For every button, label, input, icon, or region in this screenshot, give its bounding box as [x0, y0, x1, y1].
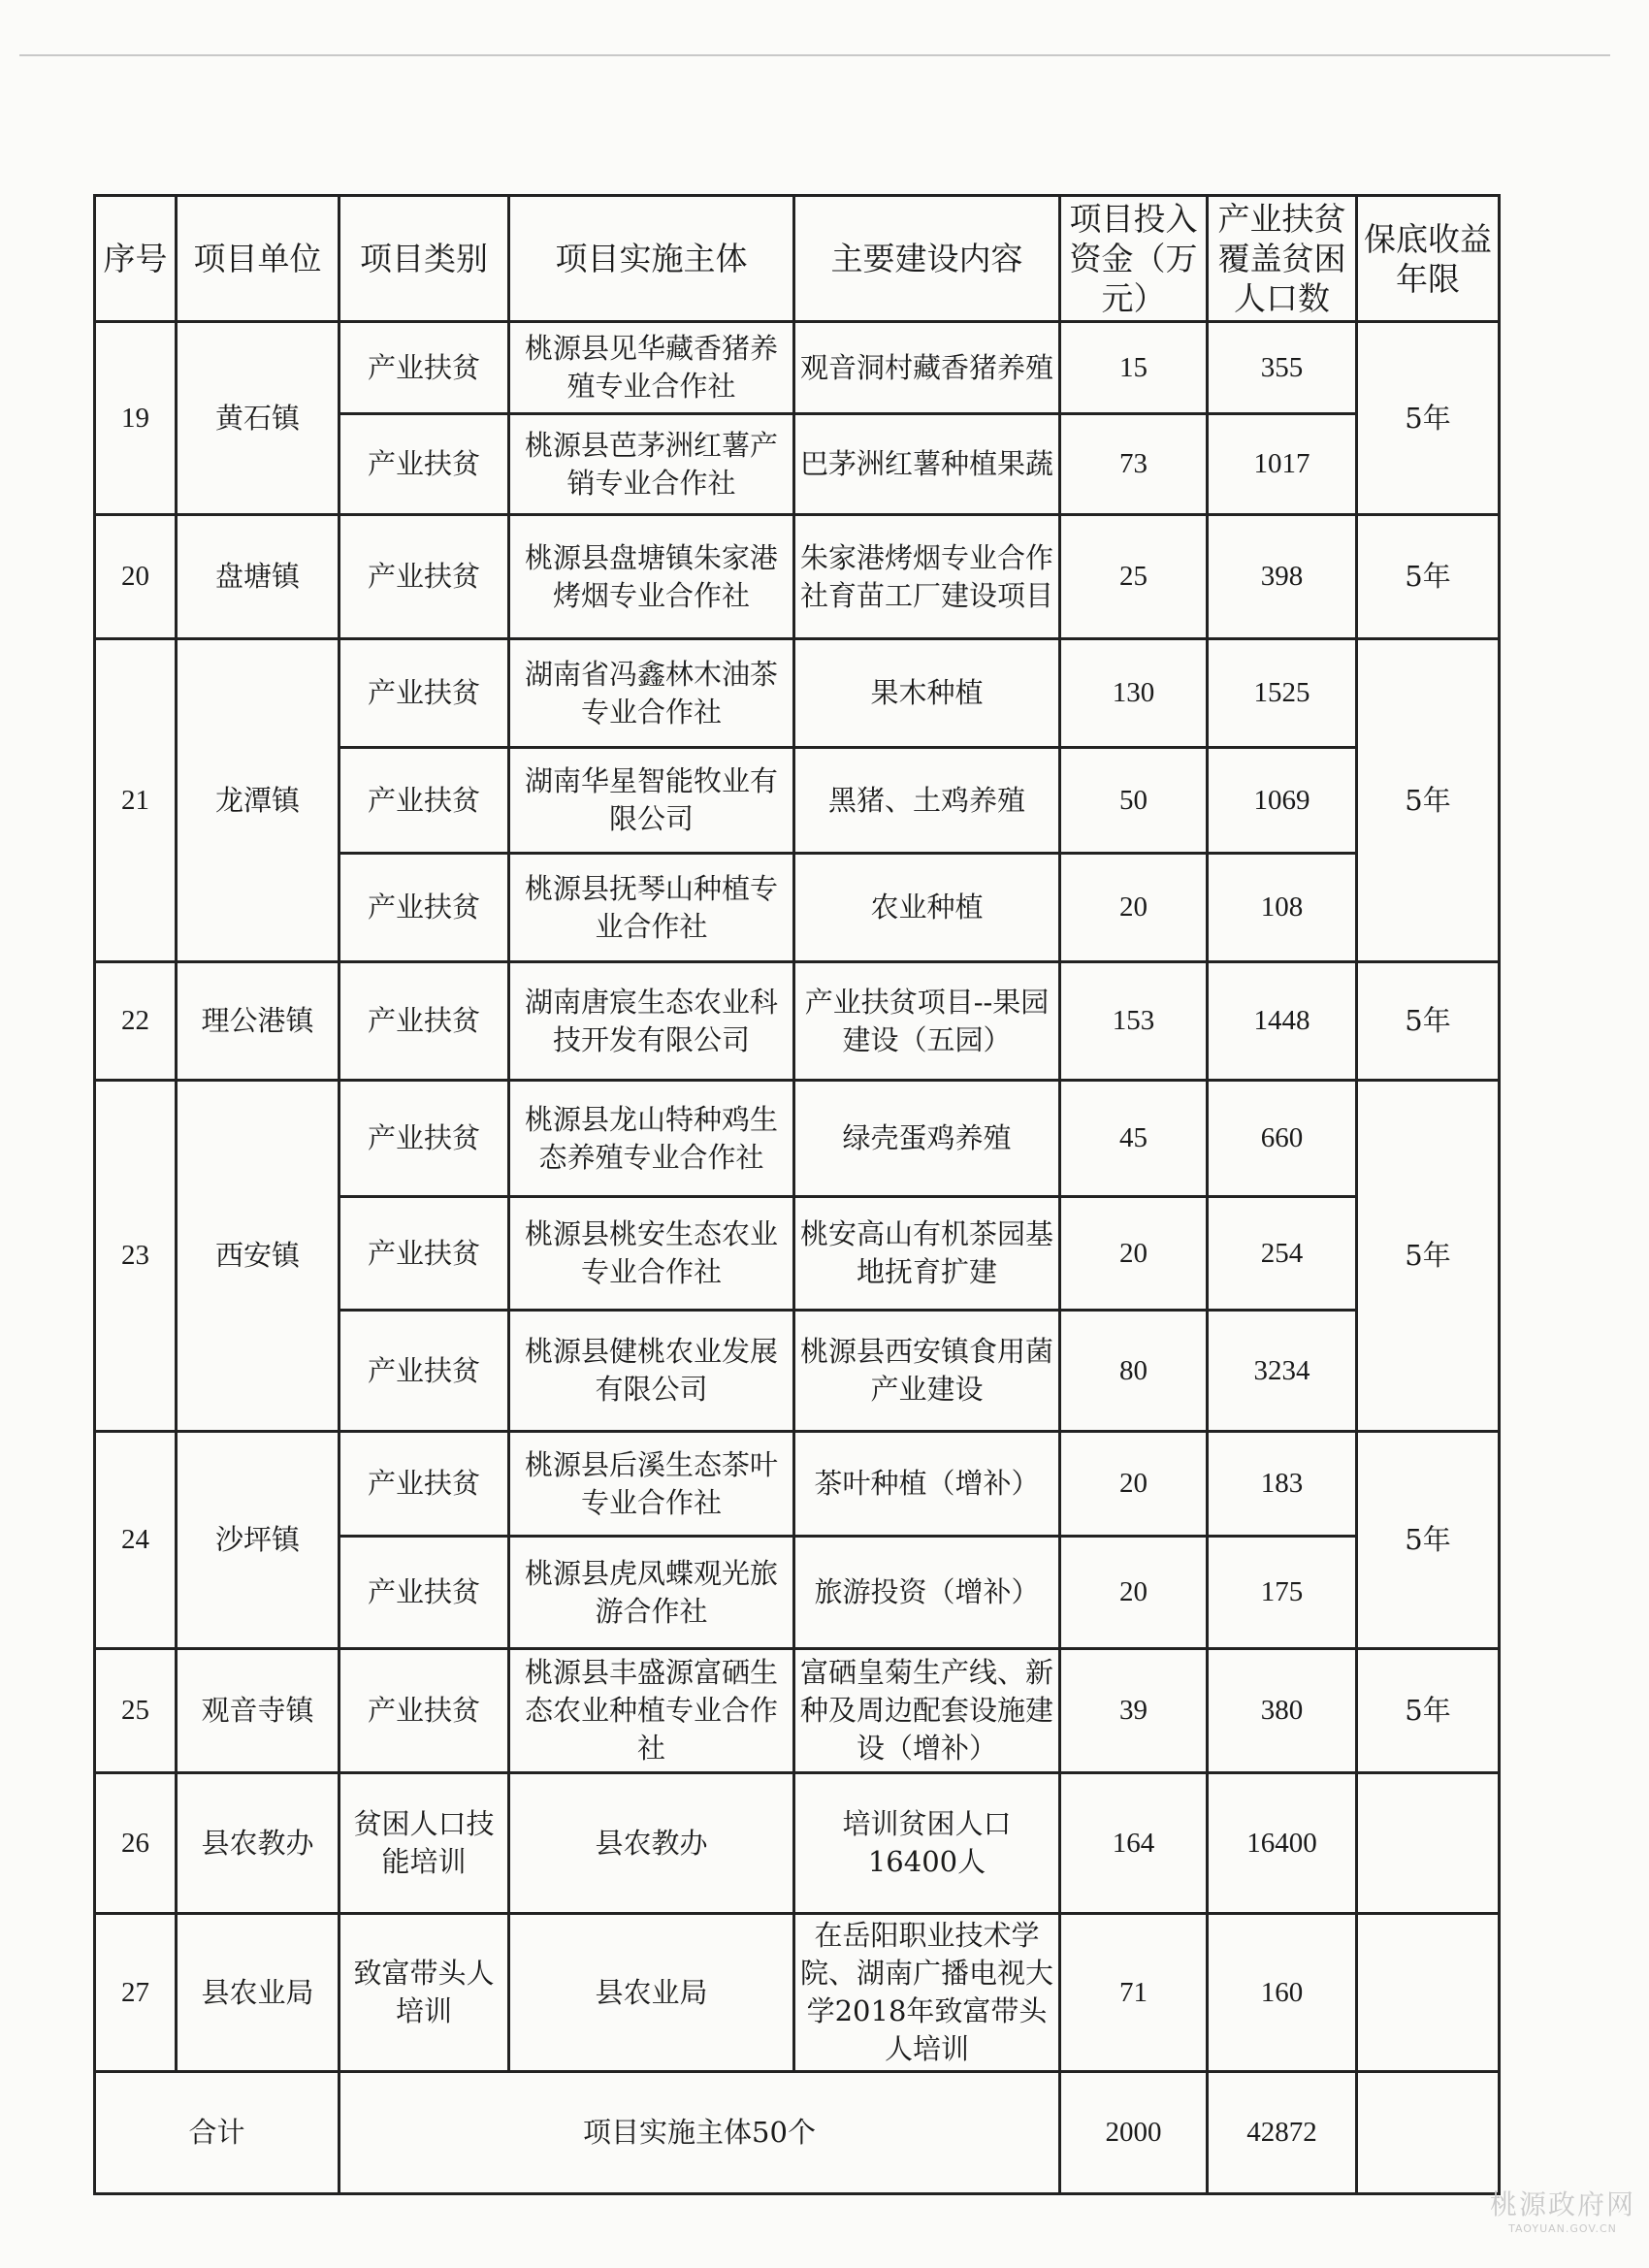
cell-entity: 桃源县盘塘镇朱家港烤烟专业合作社	[509, 515, 794, 639]
cell-seq: 24	[95, 1432, 177, 1649]
cell-years: 5年	[1357, 962, 1500, 1081]
cell-category: 产业扶贫	[340, 962, 509, 1081]
cell-coverage: 398	[1208, 515, 1357, 639]
cell-coverage: 1017	[1208, 414, 1357, 515]
cell-entity: 桃源县丰盛源富硒生态农业种植专业合作社	[509, 1649, 794, 1773]
header-unit: 项目单位	[177, 196, 340, 322]
header-funds: 项目投入资金（万元）	[1060, 196, 1208, 322]
cell-seq: 25	[95, 1649, 177, 1773]
cell-funds: 20	[1060, 1537, 1208, 1649]
cell-content: 在岳阳职业技术学院、湖南广播电视大学2018年致富带头人培训	[794, 1914, 1060, 2072]
table-row	[95, 962, 1500, 1081]
total-funds: 2000	[1060, 2072, 1208, 2194]
cell-category: 产业扶贫	[340, 1081, 509, 1197]
cell-entity: 湖南省冯鑫林木油茶专业合作社	[509, 639, 794, 748]
cell-coverage: 3234	[1208, 1311, 1357, 1432]
cell-content: 绿壳蛋鸡养殖	[794, 1081, 1060, 1197]
site-watermark	[1490, 2184, 1635, 2235]
scan-edge-line	[19, 54, 1610, 56]
cell-coverage: 175	[1208, 1537, 1357, 1649]
cell-entity: 湖南唐宸生态农业科技开发有限公司	[509, 962, 794, 1081]
cell-funds: 153	[1060, 962, 1208, 1081]
table-row	[95, 639, 1500, 748]
header-years: 保底收益年限	[1357, 196, 1500, 322]
cell-unit: 西安镇	[177, 1081, 340, 1432]
cell-funds: 20	[1060, 854, 1208, 962]
cell-content: 产业扶贫项目--果园建设（五园）	[794, 962, 1060, 1081]
cell-content: 黑猪、土鸡养殖	[794, 748, 1060, 854]
cell-funds: 20	[1060, 1197, 1208, 1311]
cell-funds: 39	[1060, 1649, 1208, 1773]
table-row	[95, 1649, 1500, 1773]
cell-entity: 桃源县桃安生态农业专业合作社	[509, 1197, 794, 1311]
cell-seq: 19	[95, 322, 177, 515]
cell-coverage: 183	[1208, 1432, 1357, 1537]
cell-years: 5年	[1357, 1649, 1500, 1773]
cell-entity: 桃源县虎凤蝶观光旅游合作社	[509, 1537, 794, 1649]
cell-category: 产业扶贫	[340, 414, 509, 515]
cell-content: 培训贫困人口16400人	[794, 1773, 1060, 1914]
cell-unit: 观音寺镇	[177, 1649, 340, 1773]
header-content: 主要建设内容	[794, 196, 1060, 322]
cell-category: 产业扶贫	[340, 748, 509, 854]
cell-entity: 县农业局	[509, 1914, 794, 2072]
watermark-title: 桃源政府网	[1489, 2188, 1635, 2220]
cell-years: 5年	[1357, 639, 1500, 962]
project-table	[93, 194, 1501, 2195]
cell-funds: 130	[1060, 639, 1208, 748]
cell-coverage: 1448	[1208, 962, 1357, 1081]
cell-years	[1357, 1773, 1500, 1914]
cell-unit: 龙潭镇	[177, 639, 340, 962]
table-row	[95, 1081, 1500, 1197]
header-entity: 项目实施主体	[509, 196, 794, 322]
cell-entity: 桃源县抚琴山种植专业合作社	[509, 854, 794, 962]
header-seq: 序号	[95, 196, 177, 322]
cell-seq: 27	[95, 1914, 177, 2072]
cell-funds: 45	[1060, 1081, 1208, 1197]
cell-seq: 26	[95, 1773, 177, 1914]
cell-funds: 20	[1060, 1432, 1208, 1537]
cell-content: 巴茅洲红薯种植果蔬	[794, 414, 1060, 515]
total-label: 合计	[95, 2072, 340, 2194]
cell-category: 产业扶贫	[340, 854, 509, 962]
cell-funds: 164	[1060, 1773, 1208, 1914]
cell-category: 贫困人口技能培训	[340, 1773, 509, 1914]
cell-coverage: 1069	[1208, 748, 1357, 854]
cell-unit: 县农业局	[177, 1914, 340, 2072]
cell-coverage: 254	[1208, 1197, 1357, 1311]
cell-content: 桃源县西安镇食用菌产业建设	[794, 1311, 1060, 1432]
cell-coverage: 380	[1208, 1649, 1357, 1773]
cell-funds: 80	[1060, 1311, 1208, 1432]
cell-content: 旅游投资（增补）	[794, 1537, 1060, 1649]
table-row	[95, 1432, 1500, 1537]
cell-content: 朱家港烤烟专业合作社育苗工厂建设项目	[794, 515, 1060, 639]
cell-content: 果木种植	[794, 639, 1060, 748]
cell-years: 5年	[1357, 322, 1500, 515]
cell-coverage: 355	[1208, 322, 1357, 414]
cell-funds: 73	[1060, 414, 1208, 515]
cell-seq: 20	[95, 515, 177, 639]
cell-funds: 25	[1060, 515, 1208, 639]
cell-years: 5年	[1357, 1081, 1500, 1432]
header-coverage: 产业扶贫覆盖贫困人口数	[1208, 196, 1357, 322]
cell-coverage: 108	[1208, 854, 1357, 962]
cell-category: 产业扶贫	[340, 1537, 509, 1649]
table-header-row	[95, 196, 1500, 322]
cell-content: 富硒皇菊生产线、新种及周边配套设施建设（增补）	[794, 1649, 1060, 1773]
header-category: 项目类别	[340, 196, 509, 322]
cell-category: 致富带头人培训	[340, 1914, 509, 2072]
cell-entity: 桃源县后溪生态茶叶专业合作社	[509, 1432, 794, 1537]
cell-unit: 理公港镇	[177, 962, 340, 1081]
cell-entity: 桃源县健桃农业发展有限公司	[509, 1311, 794, 1432]
cell-category: 产业扶贫	[340, 1197, 509, 1311]
table-body	[95, 322, 1500, 2072]
cell-content: 农业种植	[794, 854, 1060, 962]
watermark-url: TAOYUAN.GOV.CN	[1508, 2222, 1617, 2235]
table-row	[95, 1914, 1500, 2072]
cell-category: 产业扶贫	[340, 639, 509, 748]
total-entity-count: 项目实施主体50个	[340, 2072, 1060, 2194]
cell-entity: 桃源县见华藏香猪养殖专业合作社	[509, 322, 794, 414]
cell-coverage: 16400	[1208, 1773, 1357, 1914]
cell-seq: 21	[95, 639, 177, 962]
cell-category: 产业扶贫	[340, 1649, 509, 1773]
table-row	[95, 1773, 1500, 1914]
cell-unit: 黄石镇	[177, 322, 340, 515]
cell-entity: 桃源县芭茅洲红薯产销专业合作社	[509, 414, 794, 515]
cell-years	[1357, 1914, 1500, 2072]
cell-category: 产业扶贫	[340, 1311, 509, 1432]
table-row	[95, 515, 1500, 639]
cell-funds: 15	[1060, 322, 1208, 414]
cell-years: 5年	[1357, 1432, 1500, 1649]
cell-content: 茶叶种植（增补）	[794, 1432, 1060, 1537]
cell-coverage: 1525	[1208, 639, 1357, 748]
cell-entity: 桃源县龙山特种鸡生态养殖专业合作社	[509, 1081, 794, 1197]
cell-category: 产业扶贫	[340, 1432, 509, 1537]
cell-unit: 县农教办	[177, 1773, 340, 1914]
cell-seq: 22	[95, 962, 177, 1081]
cell-content: 桃安高山有机茶园基地抚育扩建	[794, 1197, 1060, 1311]
cell-entity: 湖南华星智能牧业有限公司	[509, 748, 794, 854]
cell-years: 5年	[1357, 515, 1500, 639]
cell-unit: 沙坪镇	[177, 1432, 340, 1649]
cell-category: 产业扶贫	[340, 322, 509, 414]
cell-funds: 71	[1060, 1914, 1208, 2072]
total-years	[1357, 2072, 1500, 2194]
cell-entity: 县农教办	[509, 1773, 794, 1914]
total-row	[95, 2072, 1500, 2194]
cell-unit: 盘塘镇	[177, 515, 340, 639]
table-row	[95, 322, 1500, 414]
cell-content: 观音洞村藏香猪养殖	[794, 322, 1060, 414]
cell-seq: 23	[95, 1081, 177, 1432]
total-coverage: 42872	[1208, 2072, 1357, 2194]
cell-funds: 50	[1060, 748, 1208, 854]
cell-category: 产业扶贫	[340, 515, 509, 639]
cell-coverage: 660	[1208, 1081, 1357, 1197]
cell-coverage: 160	[1208, 1914, 1357, 2072]
